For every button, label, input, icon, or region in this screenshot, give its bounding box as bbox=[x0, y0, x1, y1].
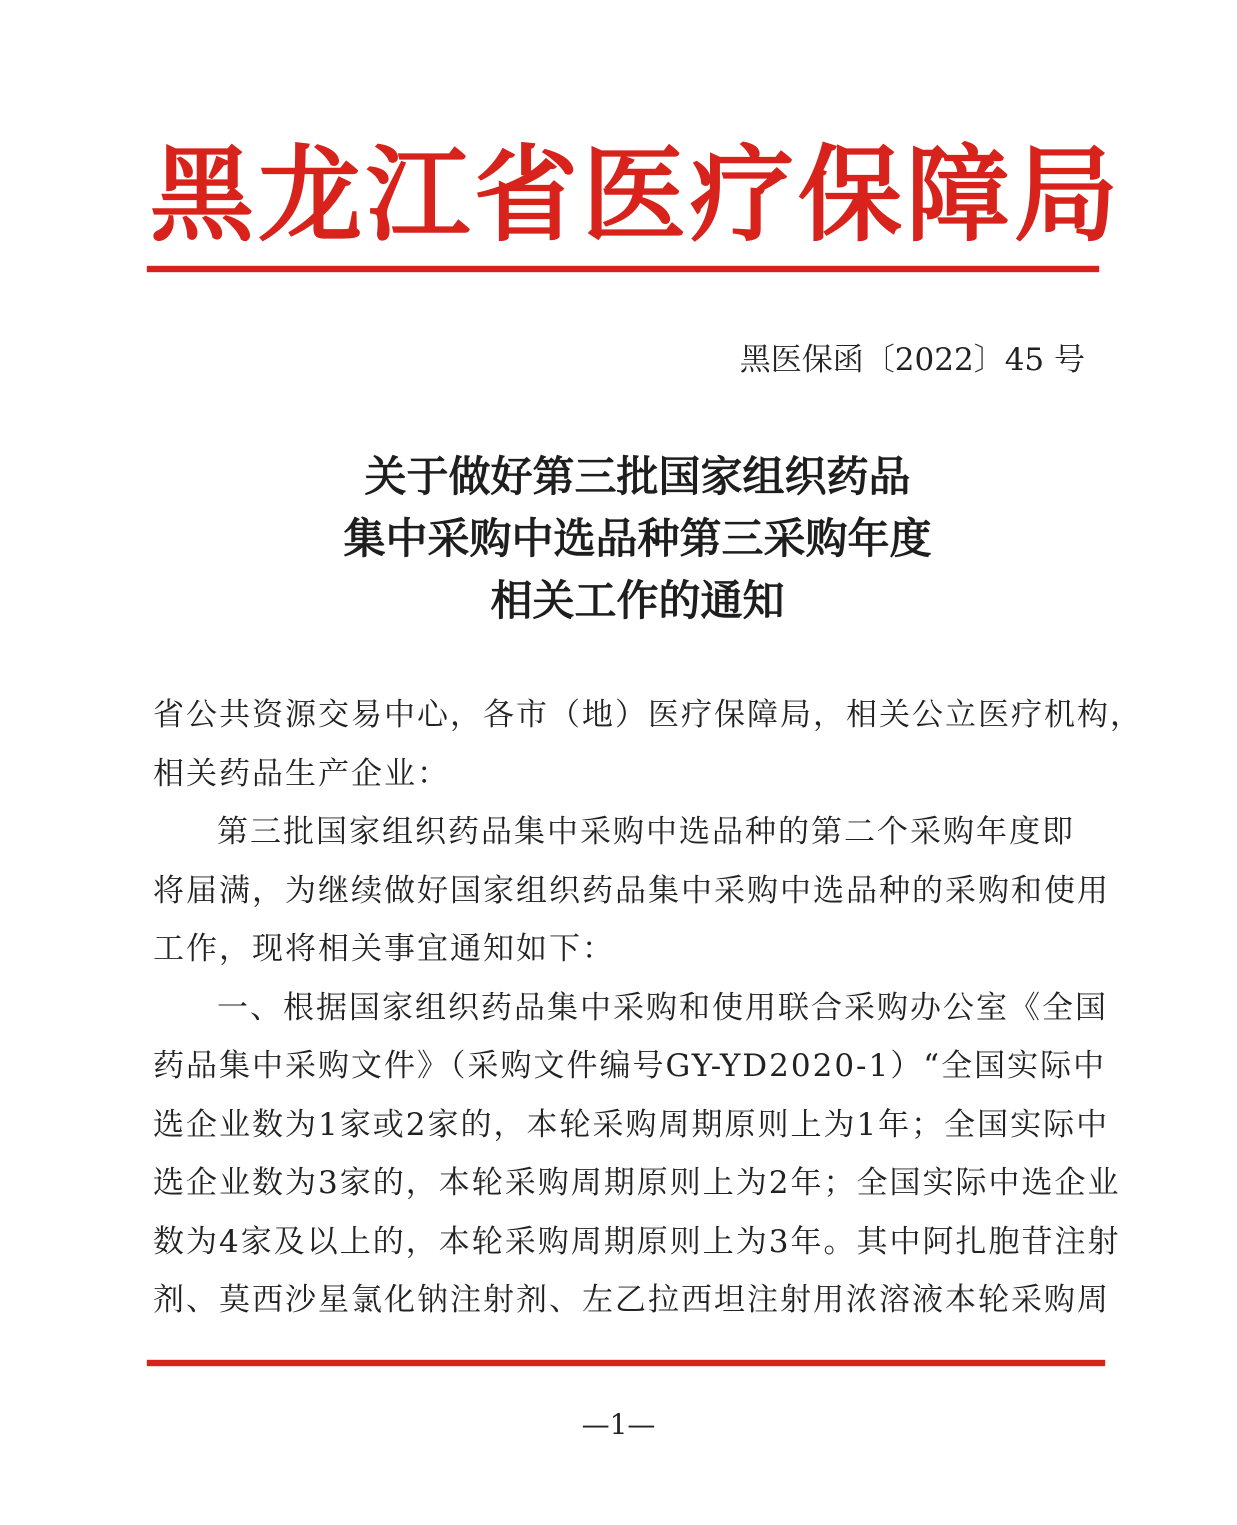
letterhead-red-rule bbox=[147, 266, 1099, 272]
body-paragraph-line: 选企业数为3家的，本轮采购周期原则上为2年；全国实际中选企业 bbox=[153, 1165, 1121, 1201]
body-paragraph-line: 数为4家及以上的，本轮采购周期原则上为3年。其中阿扎胞苷注射 bbox=[153, 1223, 1121, 1260]
issuer-letterhead: 黑龙江省医疗保障局 bbox=[150, 134, 1123, 256]
body-paragraph-line: 第三批国家组织药品集中采购中选品种的第二个采购年度即 bbox=[217, 814, 1075, 850]
document-number: 黑医保函〔2022〕45 号 bbox=[739, 342, 1085, 378]
body-paragraph-line: 工作，现将相关事宜通知如下： bbox=[153, 931, 615, 967]
body-paragraph-line: 将届满，为继续做好国家组织药品集中采购中选品种的采购和使用 bbox=[153, 872, 1110, 909]
body-paragraph-line: 一、根据国家组织药品集中采购和使用联合采购办公室《全国 bbox=[217, 989, 1108, 1026]
title-line: 关于做好第三批国家组织药品 bbox=[364, 452, 911, 501]
document-title bbox=[150, 446, 1125, 632]
body-paragraph-line: 选企业数为1家或2家的，本轮采购周期原则上为1年；全国实际中 bbox=[153, 1106, 1110, 1143]
body-paragraph-line: 剂、莫西沙星氯化钠注射剂、左乙拉西坦注射用浓溶液本轮采购周 bbox=[153, 1282, 1110, 1318]
addressee-line: 省公共资源交易中心，各市（地）医疗保障局，相关公立医疗机构， bbox=[153, 697, 1143, 733]
body-paragraph-line: 药品集中采购文件》（采购文件编号GY-YD2020-1）“全国实际中 bbox=[153, 1048, 1107, 1084]
document-body bbox=[153, 686, 1143, 1330]
addressee-line: 相关药品生产企业： bbox=[153, 755, 450, 792]
title-line: 相关工作的通知 bbox=[490, 576, 785, 625]
page-number: —1— bbox=[581, 1408, 656, 1441]
title-line: 集中采购中选品种第三采购年度 bbox=[343, 514, 932, 563]
footer-red-rule bbox=[147, 1360, 1105, 1366]
